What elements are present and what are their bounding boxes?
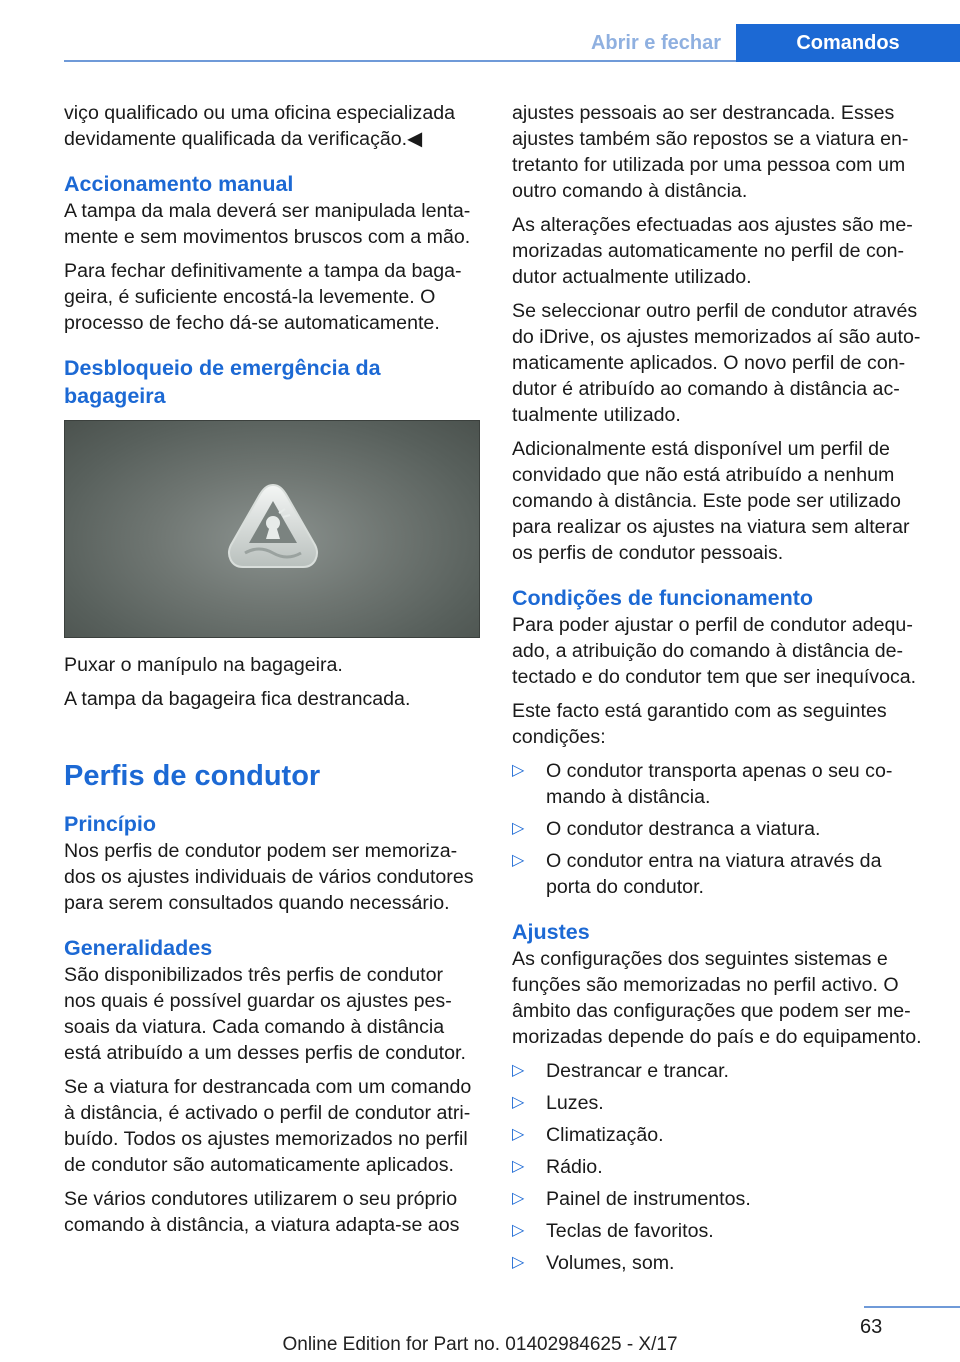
triangle-bullet-icon: ▷ <box>512 820 525 837</box>
changes-paragraph: As alterações efectuadas aos ajustes são me‐morizadas automaticamente no perfil de con‐dutor actualmente utilizado. <box>512 214 913 288</box>
triangle-bullet-icon: ▷ <box>512 852 525 869</box>
tab-comandos[interactable]: Comandos <box>736 24 960 62</box>
triangle-bullet-icon: ▷ <box>512 762 525 779</box>
list-item: ▷ O condutor entra na viatura através da porta do condutor. <box>512 850 882 898</box>
heading-operating-conditions: Condições de funcionamento <box>512 586 814 610</box>
right-column <box>512 100 928 1284</box>
manual-paragraph-2: Para fechar definitivamente a tampa da baga‐geira, é suficiente encostá-la levemente. O processo de fecho dá-se automaticamente. <box>64 260 462 334</box>
list-item: ▷ Volumes, som. <box>512 1252 675 1274</box>
page-number: 63 <box>860 1316 883 1338</box>
emergency-release-photo <box>64 420 480 638</box>
general-paragraph-1: São disponibilizados três perfis de condutor nos quais é possível guardar os ajustes pes‐soais da viatura. Cada comando à distância está atribuído a um desses perfis de condutor. <box>64 964 466 1064</box>
triangle-bullet-icon: ▷ <box>512 1158 525 1175</box>
manual-paragraph-1: A tampa da mala deverá ser manipulada lenta‐mente e sem movimentos bruscos com a mão. <box>64 200 471 248</box>
list-item: ▷ Teclas de favoritos. <box>512 1220 714 1242</box>
triangle-bullet-icon: ▷ <box>512 1254 525 1271</box>
conditions-list <box>512 758 928 900</box>
heading-settings: Ajustes <box>512 920 590 944</box>
list-item: ▷ Luzes. <box>512 1092 604 1114</box>
heading-driver-profiles: Perfis de condutor <box>64 760 321 792</box>
list-item: ▷ O condutor destranca a viatura. <box>512 818 821 840</box>
guest-profile-paragraph: Adicionalmente está disponível um perfil de convidado que não está atribuído a nenhum comando à distância. Este pode ser utilizado para realizar os ajustes na viatura sem alterar os perfis de condutor pessoais. <box>512 438 910 564</box>
list-item: ▷ O condutor transporta apenas o seu co‐mando à distância. <box>512 760 893 808</box>
conditions-paragraph-1: Para poder ajustar o perfil de condutor adequ‐ado, a atribuição do comando à distância de‐tectado e do condutor tem que ser inequívoca. <box>512 614 917 688</box>
conditions-paragraph-2: Este facto está garantido com as seguintes condições: <box>512 700 887 748</box>
triangle-bullet-icon: ▷ <box>512 1094 525 1111</box>
principle-paragraph: Nos perfis de condutor podem ser memoriza‐dos os ajustes individuais de vários condutores para serem consultados quando necessário. <box>64 840 474 914</box>
intro-paragraph: viço qualificado ou uma oficina especializada devidamente qualificada da verificação.◀ <box>64 102 456 150</box>
settings-list <box>512 1058 928 1276</box>
left-column <box>64 100 480 1246</box>
triangle-bullet-icon: ▷ <box>512 1126 525 1143</box>
list-item: ▷ Destrancar e trancar. <box>512 1060 729 1082</box>
list-item: ▷ Painel de instrumentos. <box>512 1188 751 1210</box>
tab-abrir-e-fechar[interactable]: Abrir e fechar <box>590 32 722 54</box>
pull-handle-text: Puxar o manípulo na bagageira. <box>64 654 343 676</box>
heading-emergency-release: Desbloqueio de emergência da bagageira <box>64 356 381 408</box>
general-paragraph-3: Se vários condutores utilizarem o seu próprio comando à distância, a viatura adapta-se aos <box>64 1188 460 1236</box>
triangle-bullet-icon: ▷ <box>512 1222 525 1239</box>
idrive-paragraph: Se seleccionar outro perfil de condutor através do iDrive, os ajustes memorizados aí são auto‐maticamente aplicados. O novo perfil de con‐dutor é atribuído ao comando à distância ac‐tualmente utilizado. <box>512 300 921 426</box>
heading-manual-operation: Accionamento manual <box>64 172 294 196</box>
continued-paragraph: ajustes pessoais ao ser destrancada. Esses ajustes também são repostos se a viatura en‐tretanto for utilizada por uma pessoa com um outro comando à distância. <box>512 102 909 202</box>
lid-unlocked-text: A tampa da bagageira fica destrancada. <box>64 688 411 710</box>
page-number-rule <box>864 1306 960 1308</box>
general-paragraph-2: Se a viatura for destrancada com um comando à distância, é activado o perfil de condutor atri‐buído. Todos os ajustes memorizados no perfil de condutor são automaticamente aplicados. <box>64 1076 472 1176</box>
settings-paragraph: As configurações dos seguintes sistemas e funções são memorizadas no perfil activo. O âmbito das configurações que podem ser me‐morizadas depende do país e do equipamento. <box>512 948 922 1048</box>
footer-edition: Online Edition for Part no. 01402984625 - X/17 <box>282 1334 678 1355</box>
triangle-bullet-icon: ▷ <box>512 1190 525 1207</box>
heading-general: Generalidades <box>64 936 213 960</box>
list-item: ▷ Rádio. <box>512 1156 603 1178</box>
trunk-release-handle-icon <box>225 479 321 575</box>
triangle-bullet-icon: ▷ <box>512 1062 525 1079</box>
heading-principle: Princípio <box>64 812 156 836</box>
list-item: ▷ Climatização. <box>512 1124 664 1146</box>
